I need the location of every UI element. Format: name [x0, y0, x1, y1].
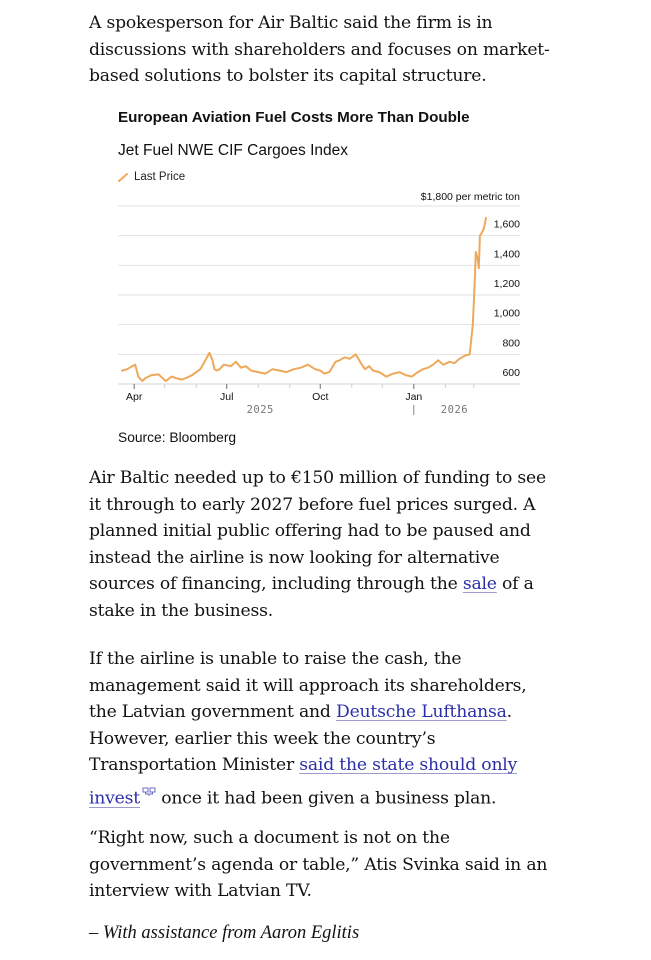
x-tick-label-oct: Oct: [312, 391, 329, 403]
paragraph-shareholders: [89, 646, 559, 812]
external-translate-icon[interactable]: [142, 779, 156, 789]
series-line-last-price: [122, 218, 486, 381]
chart-title: European Aviation Fuel Costs More Than Double: [118, 109, 470, 126]
y-tick-label-1400: 1,400: [493, 248, 520, 261]
paragraph-text: once it had been given a business plan.: [155, 788, 497, 809]
x-tick-label-apr: Apr: [126, 391, 143, 403]
x-year-label-2026: 2026: [440, 404, 469, 416]
x-tick-label-jul: Jul: [219, 391, 234, 403]
y-tick-label-1000: 1,000: [493, 307, 520, 320]
x-year-label-2025: 2025: [246, 404, 274, 416]
link-deutsche-lufthansa[interactable]: Deutsche Lufthansa: [335, 702, 507, 723]
y-tick-label-800: 800: [502, 337, 520, 350]
paragraph-text: . However, earlier this week the country’s Transportation Minister: [89, 702, 512, 776]
y-tick-label-1200: 1,200: [493, 278, 520, 290]
link-state-should-invest[interactable]: said the state should only invest: [89, 755, 518, 809]
paragraph-spokesperson: A spokesperson for Air Baltic said the firm is in discussions with shareholders and focuses on market-based solutions to bolster its capital structure.: [89, 13, 550, 87]
byline: – With assistance from Aaron Eglitis: [89, 923, 360, 943]
legend-label: Last Price: [134, 171, 186, 183]
y-tick-label-1600: 1,600: [493, 218, 520, 231]
chart-subtitle: Jet Fuel NWE CIF Cargoes Index: [118, 142, 348, 159]
paragraph-text: Air Baltic needed up to €150 million of funding to see it through to early 2027 before fuel prices surged. A planned initial public offering had to be paused and instead the airline is now looking for alternative sources of financing, including through the: [89, 468, 546, 595]
y-tick-label-1800: $1,800 per metric ton: [420, 191, 520, 203]
paragraph-quote: “Right now, such a document is not on the government’s agenda or table,” Atis Svinka said in an interview with Latvian TV.: [89, 828, 548, 902]
link-sale[interactable]: sale: [462, 574, 497, 595]
chart-source: Source: Bloomberg: [118, 430, 237, 445]
y-tick-label-600: 600: [502, 367, 520, 379]
paragraph-text: of a stake in the business.: [89, 574, 534, 621]
x-tick-label-jan: Jan: [405, 391, 423, 403]
chart-plot: [118, 105, 538, 425]
paragraph-funding: [89, 465, 559, 625]
paragraph-text: If the airline is unable to raise the cash, the management said it will approach its shareholders, the Latvian government and: [89, 649, 527, 723]
